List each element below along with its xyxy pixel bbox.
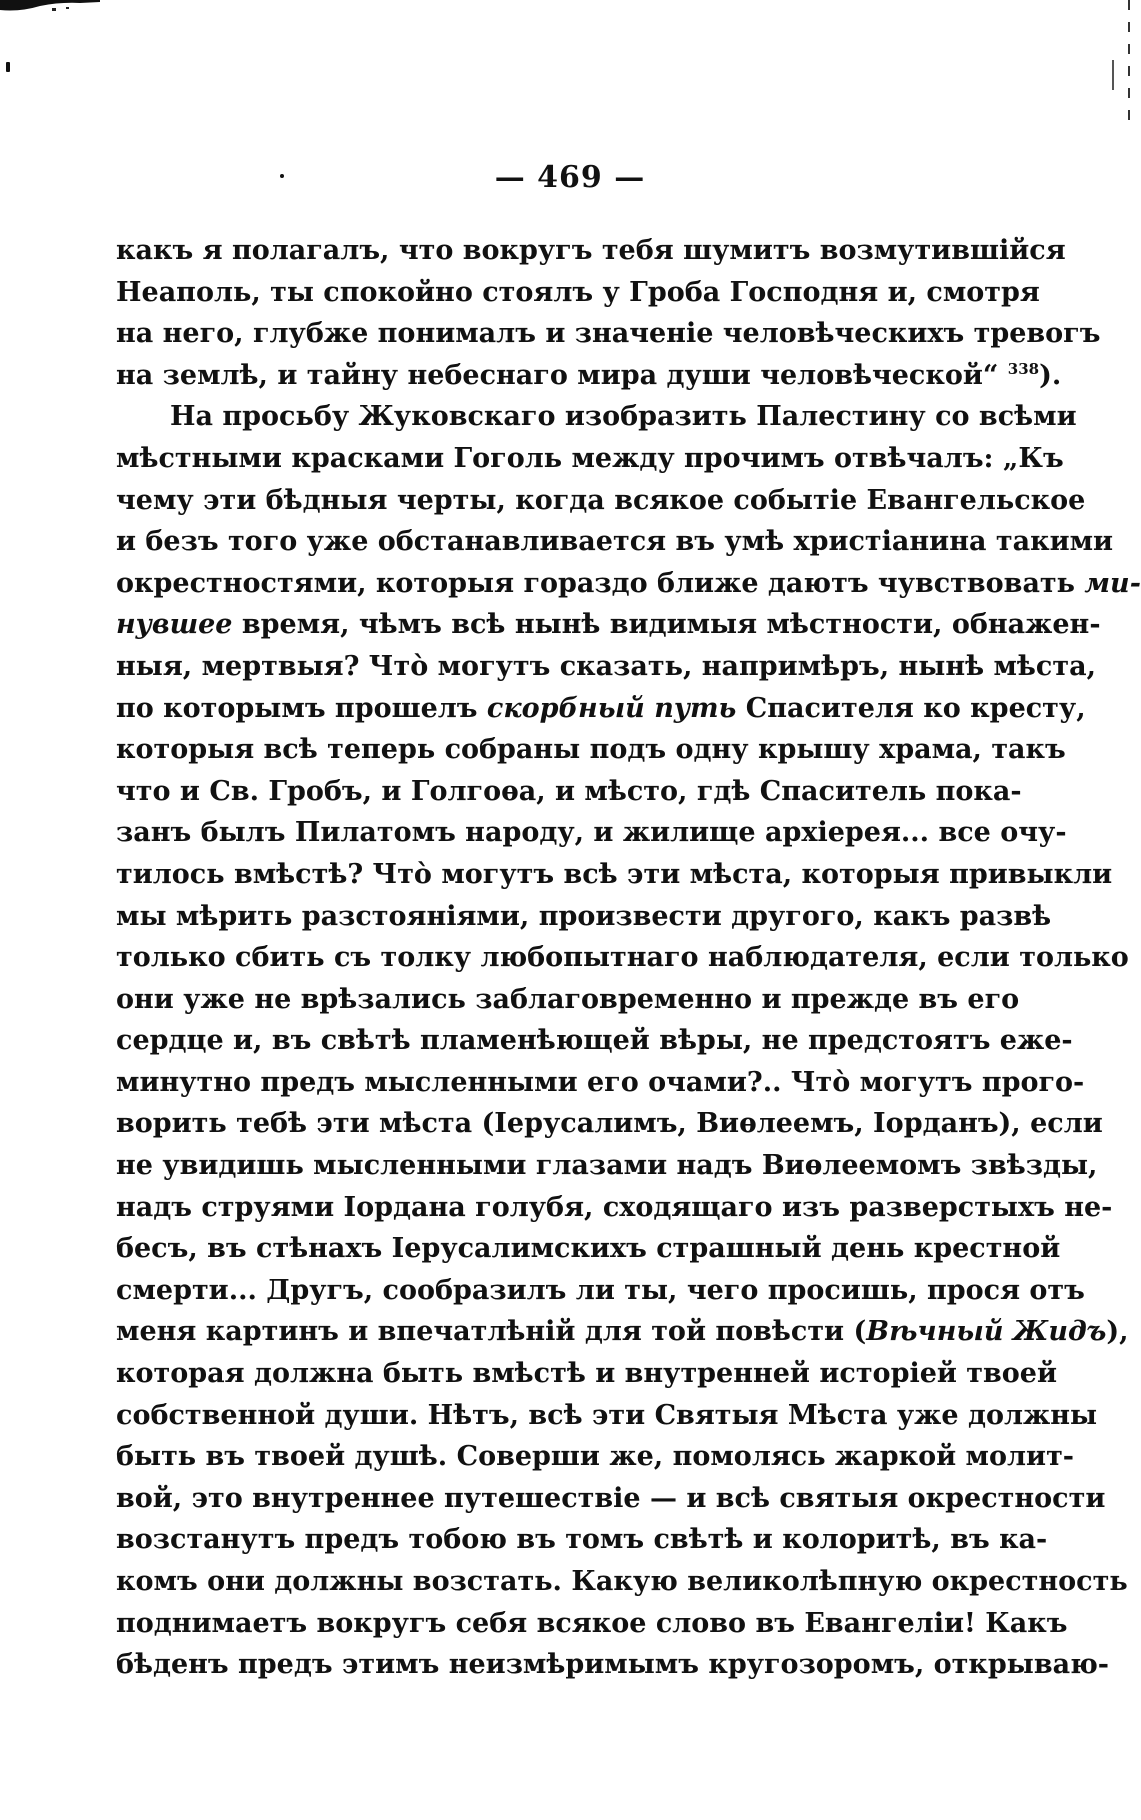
line-text: и безъ того уже обстанавливается въ умѣ христіанина такими xyxy=(116,526,1114,558)
line-text: быть въ твоей душѣ. Соверши же, помолясь жаркой молит- xyxy=(116,1441,1074,1473)
text-line xyxy=(116,1187,1113,1229)
line-text: комъ они должны возстать. Какую великолѣпную окрестность xyxy=(116,1566,1128,1597)
line-text: тилось вмѣстѣ? Чтò могутъ всѣ эти мѣста, которыя привыкли xyxy=(116,858,1113,890)
text-line xyxy=(116,396,1077,438)
text-line xyxy=(116,688,1086,730)
scan-artifact-right-edge xyxy=(1128,0,1130,130)
line-text: На просьбу Жуковскаго изобразить Палестину со всѣми xyxy=(170,401,1077,433)
text-line xyxy=(116,521,1114,563)
line-text: смерти... Другъ, сообразилъ ли ты, чего просишь, прося отъ xyxy=(116,1274,1085,1306)
italic-text: Вѣчный Жидъ xyxy=(866,1316,1107,1348)
text-line xyxy=(116,1228,1061,1270)
text-line xyxy=(116,1519,1048,1561)
scan-artifact-left-mark xyxy=(6,62,10,72)
line-text: занъ былъ Пилатомъ народу, и жилище архіерея... все очу- xyxy=(116,817,1067,849)
line-text: по которымъ прошелъ xyxy=(116,692,487,724)
line-text: на него, глубже понималъ и значеніе человѣческихъ тревогъ xyxy=(116,318,1101,350)
text-line xyxy=(116,896,1052,938)
line-text: только сбить съ толку любопытнаго наблюдателя, если только xyxy=(116,942,1129,974)
line-text: собственной души. Нѣтъ, всѣ эти Святыя Мѣста уже должны xyxy=(116,1399,1098,1431)
line-text: надъ струями Іордана голубя, сходящаго изъ разверстыхъ не- xyxy=(116,1191,1113,1223)
line-text: что и Св. Гробъ, и Голгоѳа, и мѣсто, гдѣ Спаситель пока- xyxy=(116,775,1022,807)
body-text xyxy=(116,230,1141,1686)
text-line xyxy=(116,355,1062,397)
line-text: на землѣ, и тайну небеснаго мира души человѣческой“ xyxy=(116,359,1008,391)
line-text: сердце и, въ свѣтѣ пламенѣющей вѣры, не предстоятъ еже- xyxy=(116,1025,1073,1057)
text-line xyxy=(116,604,1101,646)
line-text: вой, это внутреннее путешествіе — и всѣ святыя окрестности xyxy=(116,1482,1106,1514)
text-line xyxy=(116,937,1129,979)
line-text: Спасителя ко кресту, xyxy=(736,692,1086,724)
line-text: ворить тебѣ эти мѣста (Іерусалимъ, Виѳлеемъ, Іорданъ), если xyxy=(116,1108,1103,1140)
text-line xyxy=(116,854,1113,896)
line-text: минутно предъ мысленными его очами?.. Чтò могутъ прого- xyxy=(116,1066,1085,1098)
text-line xyxy=(116,313,1101,355)
text-line xyxy=(116,1020,1073,1062)
line-text: мѣстными красками Гоголь между прочимъ отвѣчалъ: „Къ xyxy=(116,442,1064,474)
text-line xyxy=(116,1436,1074,1478)
text-line xyxy=(116,1353,1058,1395)
scan-artifact-right-mark xyxy=(1112,60,1114,90)
text-line xyxy=(116,1103,1103,1145)
text-line xyxy=(116,812,1067,854)
line-text: не увидишь мысленными глазами надъ Виѳлеемомъ звѣзды, xyxy=(116,1150,1098,1182)
line-text: чему эти бѣдныя черты, когда всякое событіе Евангельское xyxy=(116,484,1086,516)
line-text: бѣденъ предъ этимъ неизмѣримымъ кругозоромъ, открываю- xyxy=(116,1649,1109,1681)
italic-text: скорбный путь xyxy=(486,692,737,724)
italic-text: ми- xyxy=(1084,567,1141,599)
text-line xyxy=(116,729,1066,771)
line-text: окрестностями, которыя гораздо ближе даютъ чувствовать xyxy=(116,567,1085,599)
text-line xyxy=(116,1062,1085,1104)
footnote-ref: 338 xyxy=(1007,359,1040,378)
text-line xyxy=(116,1145,1098,1187)
text-line xyxy=(116,979,1020,1021)
text-line xyxy=(116,1270,1085,1312)
line-text: Неаполь, ты спокойно стоялъ у Гроба Господня и, смотря xyxy=(116,276,1040,308)
line-text: которая должна быть вмѣстѣ и внутренней исторіей твоей xyxy=(116,1358,1058,1390)
line-text: они уже не врѣзались заблаговременно и прежде въ его xyxy=(116,983,1020,1015)
line-text: время, чѣмъ всѣ нынѣ видимыя мѣстности, обнажен- xyxy=(232,609,1101,641)
page-number: — 469 — xyxy=(494,160,646,195)
text-line xyxy=(116,272,1040,314)
text-line xyxy=(116,646,1096,688)
text-line xyxy=(116,1395,1098,1437)
line-text: какъ я полагалъ, что вокругъ тебя шумитъ возмутившійся xyxy=(116,235,1066,266)
text-line xyxy=(116,771,1022,813)
line-text: ныя, мертвыя? Чтò могутъ сказать, напримѣръ, нынѣ мѣста, xyxy=(116,650,1096,682)
line-text: возстанутъ предъ тобою въ томъ свѣтѣ и колоритѣ, въ ка- xyxy=(116,1524,1048,1556)
text-line xyxy=(116,1478,1106,1520)
text-line xyxy=(116,1561,1128,1603)
line-text: ), xyxy=(1106,1316,1129,1348)
line-text: ). xyxy=(1039,359,1062,391)
text-line xyxy=(116,1311,1129,1353)
text-line xyxy=(116,563,1141,605)
line-text: поднимаетъ вокругъ себя всякое слово въ Евангеліи! Какъ xyxy=(116,1607,1068,1639)
scan-artifact-top-left xyxy=(0,0,100,16)
text-line xyxy=(116,230,1066,272)
line-text: меня картинъ и впечатлѣній для той повѣсти ( xyxy=(116,1316,867,1348)
line-text: бесъ, въ стѣнахъ Іерусалимскихъ страшный день крестной xyxy=(116,1233,1061,1265)
text-line xyxy=(116,480,1086,522)
text-line xyxy=(116,438,1064,480)
line-text: которыя всѣ теперь собраны подъ одну крышу храма, такъ xyxy=(116,734,1066,766)
text-line xyxy=(116,1644,1109,1686)
line-text: мы мѣрить разстояніями, произвести другого, какъ развѣ xyxy=(116,900,1052,932)
text-line xyxy=(116,1603,1068,1645)
italic-text: нувшее xyxy=(116,609,233,641)
